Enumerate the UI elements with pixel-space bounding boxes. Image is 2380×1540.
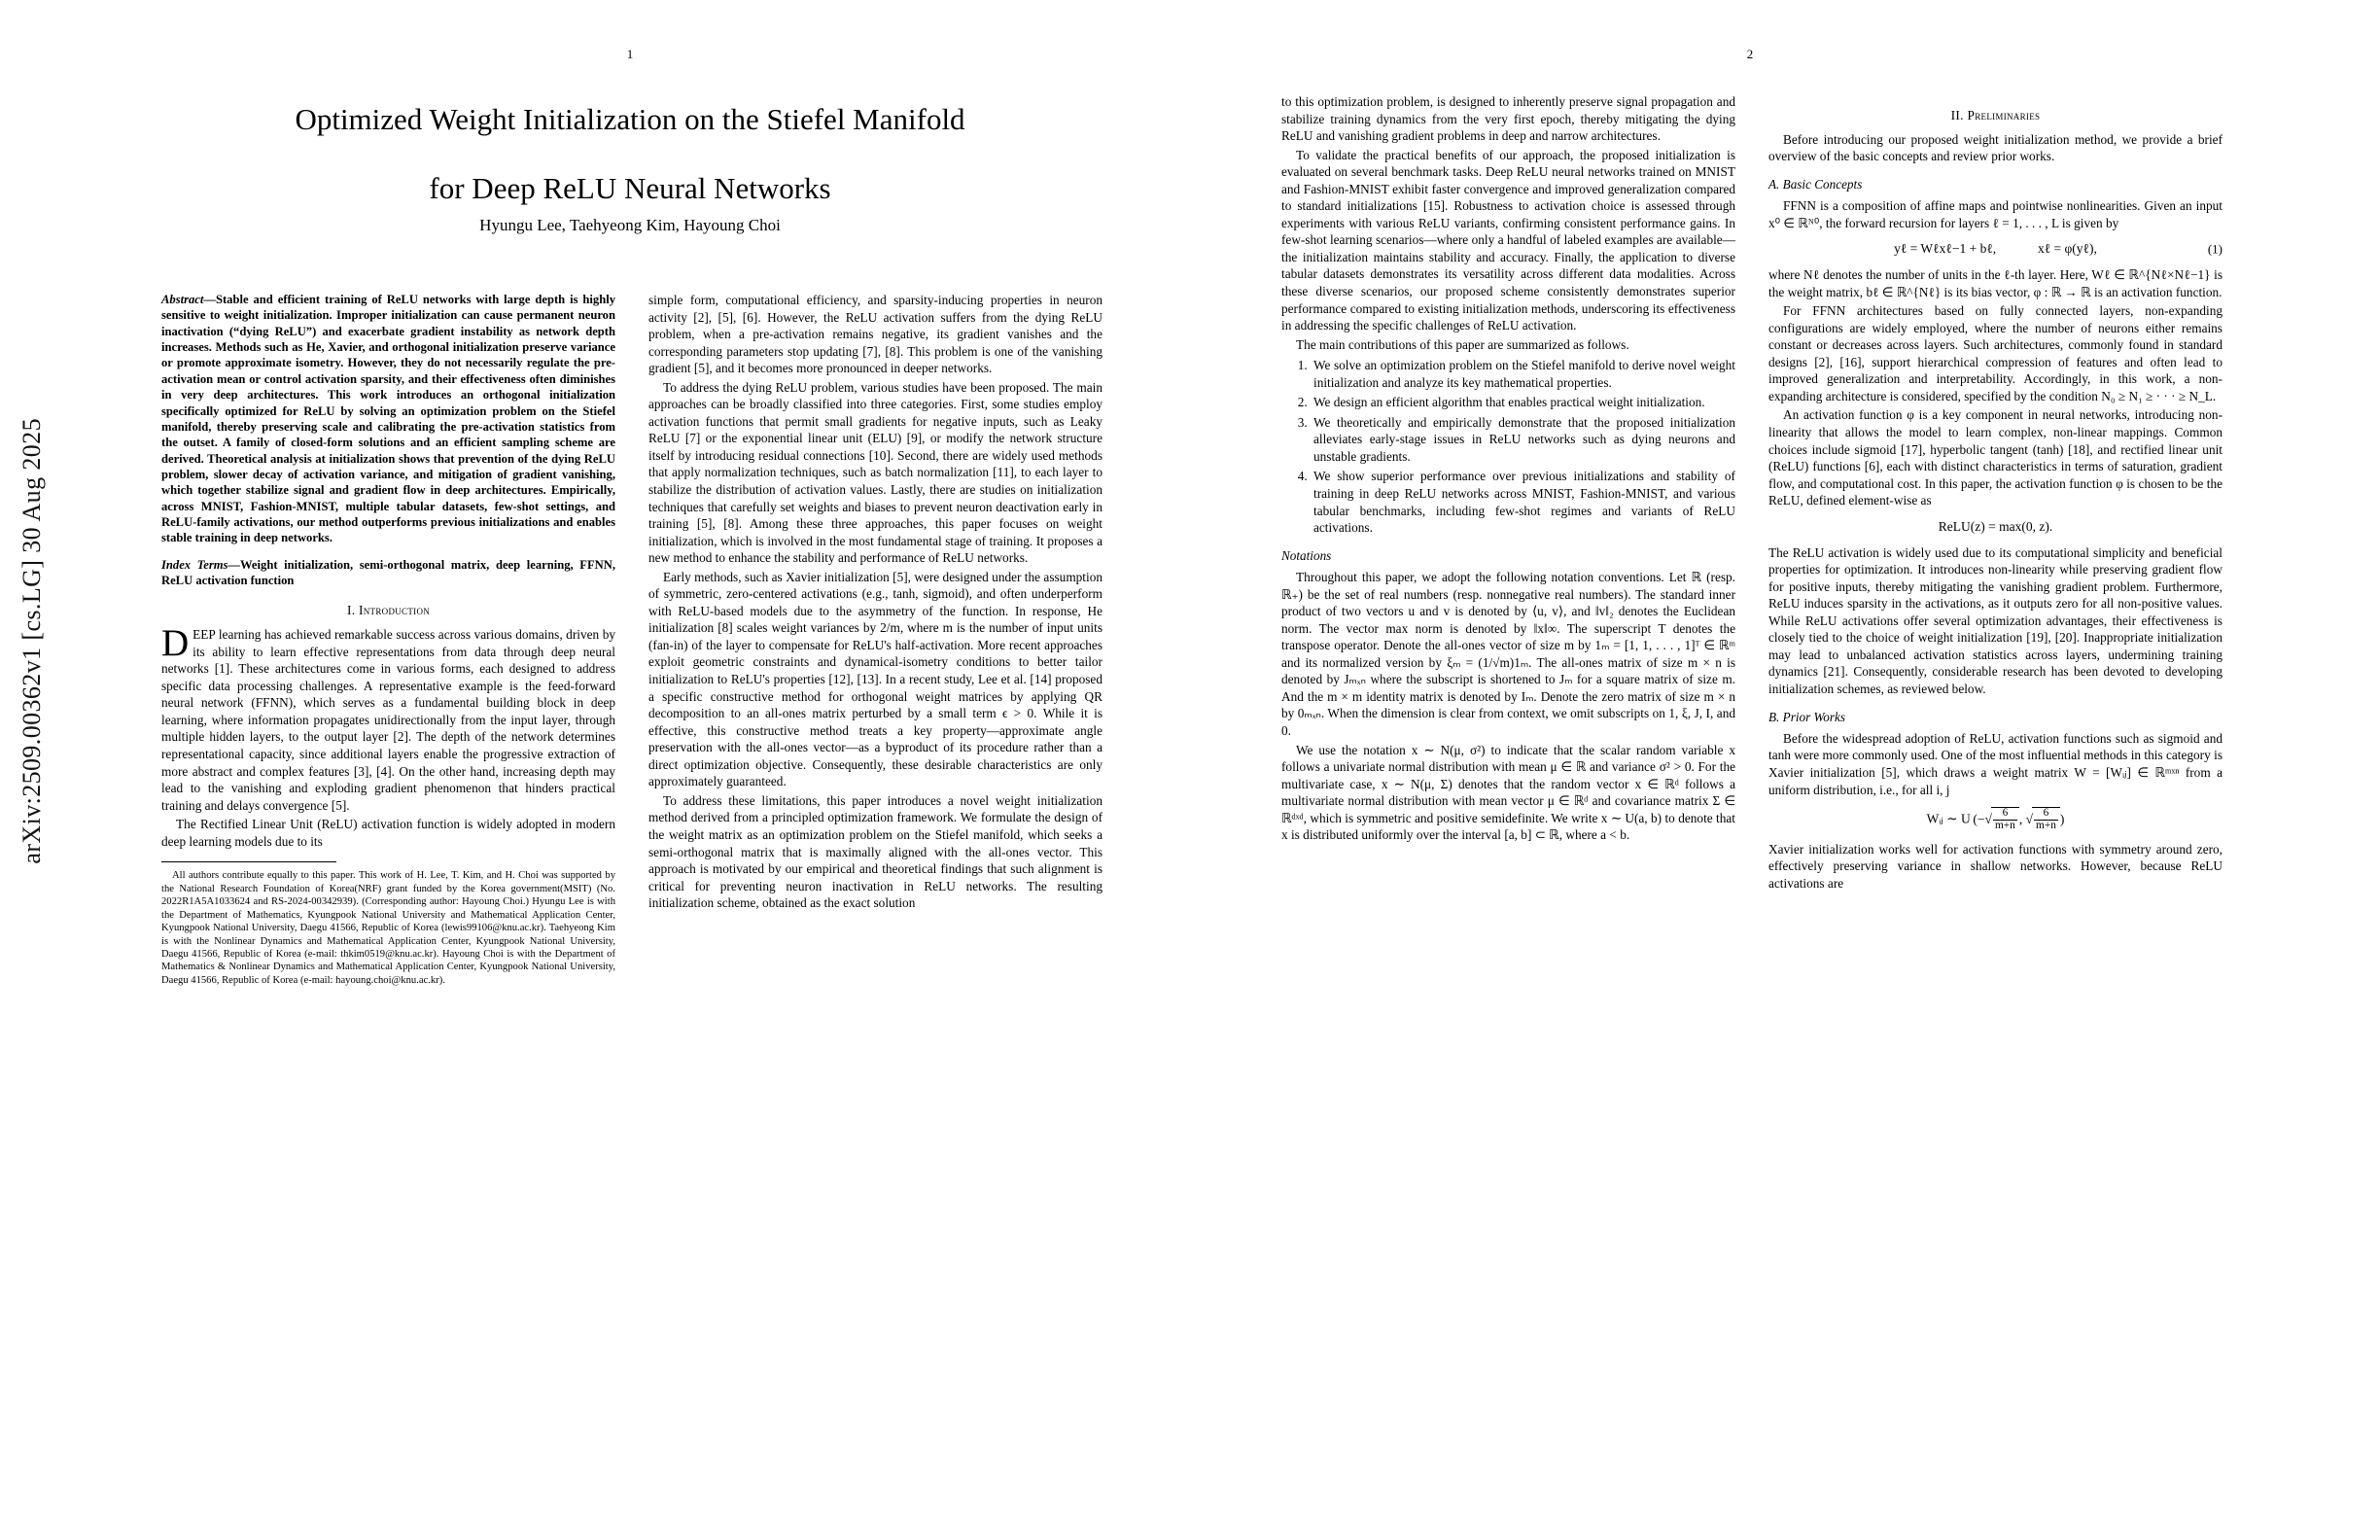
index-terms-lead: Index Terms— <box>161 557 241 572</box>
basic-concepts-paragraph-4: An activation function φ is a key component in neural networks, introducing non-linearity that allows the model to learn complex, non-linear mappings. Common choices include sigmoid [17], hyperbolic tangent (tanh) [18], and rectified linear unit (ReLU) functions [6], each with distinct characteristics in terms of saturation, gradient flow, and computational cost. In this paper, the activation function φ is chosen to be the ReLU, defined element-wise as <box>1768 407 2222 508</box>
abstract-lead: Abstract— <box>161 293 216 306</box>
intro-paragraph-1 <box>161 622 615 814</box>
intro-paragraph-6: To address these limitations, this paper introduces a novel weight initialization method derived from a principled optimization framework. We formulate the design of the weight matrix as an optimization problem on the Stiefel manifold, which seeks a semi-orthogonal matrix that is maximally aligned with the all-ones vector. This approach is motivated by our empirical and theoretical findings that such alignment is critical for preventing neuron inactivation in ReLU networks. The resulting initialization scheme, obtained as the exact solution <box>648 792 1102 911</box>
index-terms-text: Weight initialization, semi-orthogonal matrix, deep learning, FFNN, ReLU activation function <box>161 557 615 588</box>
page-2 <box>1225 0 2275 1540</box>
intro-paragraph-4: To address the dying ReLU problem, various studies have been proposed. The main approaches can be broadly classified into three categories. First, some studies employ activation functions that permit small gradients for negative inputs, such as Leaky ReLU [7] or the exponential linear unit (ELU) [9], or modify the network structure itself by introducing residual connections [10]. Second, there are widely used methods that apply normalization techniques, such as batch normalization [11], to each layer to stabilize the distribution of activation values. Lastly, there are studies on initialization techniques that carefully set weights and biases to prevent neuron deactivation early in training [5], [8]. Among these three approaches, this paper focuses on weight initialization, which is involved in the most fundamental stage of training. It proposes a new method to enhance the stability and performance of ReLU networks. <box>648 379 1102 566</box>
notations-paragraph-2: We use the notation x ∼ N(μ, σ²) to indicate that the scalar random variable x follows a univariate normal distribution with mean μ ∈ ℝ and variance σ² > 0. For the multivariate case, x ∼ N(μ, Σ) denotes that the random vector x ∈ ℝᵈ follows a multivariate normal distribution with mean vector μ ∈ ℝᵈ and covariance matrix Σ ∈ ℝᵈˣᵈ, which is symmetric and positive semidefinite. We write x ∼ U(a, b) to denote that x is distributed uniformly over the interval [a, b] ⊂ ℝ, where a < b. <box>1281 742 1735 843</box>
prior-works-paragraph-2: Xavier initialization works well for activation functions with symmetry around zero, effectively preserving variance in shallow networks. However, because ReLU activations are <box>1768 841 2222 892</box>
subsection-heading-notations: Notations <box>1281 547 1332 563</box>
abstract <box>161 292 615 546</box>
intro-paragraph-9: The main contributions of this paper are summarized as follows. <box>1296 336 1629 352</box>
footnote-divider <box>161 861 336 862</box>
equation-1-right: xℓ = φ(yℓ), <box>2037 241 2097 257</box>
preliminaries-paragraph-1: Before introducing our proposed weight initialization method, we provide a brief overview of the basic concepts and review prior works. <box>1768 131 2222 164</box>
xavier-den-1: m+n <box>1994 820 2015 832</box>
list-item: 4. We show superior performance over previous initializations and stability of training in deep ReLU networks across MNIST, Fashion-MNIST, and various tabular benchmarks, including few-shot regimes and variants of ReLU activations. <box>1311 468 1735 536</box>
intro-paragraph-7: to this optimization problem, is designed to inherently preserve signal propagation and stabilize training dynamics from the very first epoch, thereby mitigating the dying ReLU and vanishing gradient problems in deep and narrow architectures. <box>1281 94 1735 144</box>
page-1-folio: 1 <box>626 47 634 61</box>
page-1-column-1 <box>161 292 615 988</box>
intro-paragraph-3: simple form, computational efficiency, and sparsity-inducing properties in neuron activity [2], [5], [6]. However, the ReLU activation suffers from the dying ReLU problem, when a pre-activation remains negative, its gradient vanishes and the corresponding parameters stop updating [7], [8]. This problem is one of the vanishing gradient [5], and it becomes more pronounced in deeper networks. <box>648 293 1102 376</box>
title-line-1: Optimized Weight Initialization on the Stiefel Manifold <box>295 102 965 136</box>
intro-paragraph-1-text: EEP learning has achieved remarkable success across various domains, driven by its ability to learn effective representations from data through deep neural networks [1]. These architectures come in various forms, each designed to address specific data processing challenges. A representative example is the feed-forward neural network (FFNN), which serves as a fundamental building block in deep learning, where information propagates unidirectionally from the input layer, through multiple hidden layers, to the output layer [2]. The depth of the network determines representational capacity, since additional layers enable the progressive extraction of more abstract and complex features [3], [4]. On the other hand, increasing depth may lead to the vanishing and exploding gradient phenomenon that hinders practical training and delays convergence [5]. <box>161 627 615 813</box>
page-2-folio: 2 <box>1746 47 1754 61</box>
subsection-heading-basic-concepts: A. Basic Concepts <box>1768 176 1863 192</box>
page-1 <box>105 0 1155 1540</box>
intro-paragraph-5: Early methods, such as Xavier initialization [5], were designed under the assumption of symmetric, zero-centered activations (e.g., tanh, sigmoid), and often underperform with ReLU-based models due to the asymmetry of the function. In response, He initialization [8] scales weight variances by 2/m, where m is the number of input units (fan-in) of the layer to compensate for ReLU's half-activation. More recent approaches exploit geometric constraints and dynamical-isometry conditions to better tailor initialization to ReLU's properties [12], [13]. In a recent study, Lee et al. [14] proposed a specific constructive method for orthogonal weight matrices by applying QR decomposition to an all-ones matrix perturbed by a small term ϵ > 0. While it is effective, this constructive method treats a key property—approximate angle preservation with the all-ones vector—as a byproduct of its procedure rather than a direct optimization objective. Consequently, these desirable characteristics are only approximately guaranteed. <box>648 569 1102 789</box>
title-line-2: for Deep ReLU Neural Networks <box>429 170 831 205</box>
intro-paragraph-8: To validate the practical benefits of our approach, the proposed initialization is evaluated on several benchmark tasks. Deep ReLU neural networks trained on MNIST and Fashion-MNIST exhibit faster convergence and improved generalization compared to standard initializations [15]. Robustness to activation choice is assessed through experiments with various ReLU variants, confirming consistent performance gains. In few-shot learning scenarios—where only a handful of labeled examples are available—the initialization maintains stability and accuracy. Finally, the application to diverse tabular datasets demonstrates its versatility across different data modalities. Across these diverse scenarios, our proposed scheme consistently demonstrates superior performance compared to existing initialization methods, underscoring its effectiveness in addressing the specific challenges of ReLU activation. <box>1281 147 1735 333</box>
basic-concepts-paragraph-3: For FFNN architectures based on fully connected layers, non-expanding configurations are widely employed, where the number of neurons either remains constant or decreases across layers. Such architectures, commonly found in standard designs [2], [16], support hierarchical compression of features and often lead to improved generalization and interpretability. Accordingly, in this work, a non-expanding architecture is considered, specified by the condition N₀ ≥ N₁ ≥ · · · ≥ N_L. <box>1768 303 2222 403</box>
basic-concepts-paragraph-5: The ReLU activation is widely used due to its computational simplicity and beneficial properties for optimization. It introduces non-linearity while preserving gradient flow for positive inputs, thereby mitigating the vanishing gradient problem. Furthermore, ReLU induces sparsity in the activations, as it outputs zero for all non-positive values. While ReLU activations offer several optimization advantages, their effectiveness is closely tied to the choice of weight initialization [19], [20]. Inappropriate initialization may lead to unbalanced activation statistics across layers, undermining training dynamics [21]. Consequently, considerable research has been devoted to developing initialization schemes, as reviewed below. <box>1768 544 2222 696</box>
page-2-column-1 <box>1281 93 1735 894</box>
equation-1-left: yℓ = Wℓxℓ−1 + bℓ, <box>1894 241 1997 257</box>
footnote-block <box>161 869 615 987</box>
equation-1 <box>1768 240 2222 258</box>
xavier-num-1: 6 <box>1993 808 2017 821</box>
equation-xavier <box>1768 807 2222 832</box>
index-terms <box>161 557 615 589</box>
page-1-column-2 <box>648 292 1102 988</box>
section-heading-introduction: I. Introduction <box>346 603 431 618</box>
author-list: Hyungu Lee, Taehyeong Kim, Hayoung Choi <box>479 216 781 234</box>
section-heading-preliminaries: II. Preliminaries <box>1950 108 2041 122</box>
equation-relu-body: ReLU(z) = max(0, z). <box>1938 518 2053 534</box>
subsection-heading-prior-works: B. Prior Works <box>1768 709 1846 724</box>
contributions-list <box>1281 357 1735 536</box>
xavier-num-2: 6 <box>2034 808 2058 821</box>
page-1-columns <box>161 292 1102 988</box>
list-item: 3. We theoretically and empirically demonstrate that the proposed initialization alleviates early-stage issues in ReLU networks such as dying neurons and unstable gradients. <box>1311 414 1735 466</box>
equation-xavier-prefix: Wᵢⱼ ∼ U <box>1926 811 1971 826</box>
list-item: 2. We design an efficient algorithm that enables practical weight initialization. <box>1311 394 1735 411</box>
basic-concepts-paragraph-2: where Nℓ denotes the number of units in the ℓ-th layer. Here, Wℓ ∈ ℝ^{Nℓ×Nℓ−1} is the weight matrix, bℓ ∈ ℝ^{Nℓ} is its bias vector, φ : ℝ → ℝ is an activation function. <box>1768 267 2222 299</box>
page-2-columns <box>1281 93 2222 894</box>
arxiv-stamp: arXiv:2509.00362v1 [cs.LG] 30 Aug 2025 <box>18 418 46 864</box>
prior-works-paragraph-1: Before the widespread adoption of ReLU, activation functions such as sigmoid and tanh were more commonly used. One of the most influential methods in this category is Xavier initialization [5], which draws a weight matrix W = [Wᵢⱼ] ∈ ℝᵐˣⁿ from a uniform distribution, i.e., for all i, j <box>1768 730 2222 797</box>
intro-paragraph-2: The Rectified Linear Unit (ReLU) activation function is widely adopted in modern deep learning models due to its <box>161 817 615 849</box>
xavier-den-2: m+n <box>2036 820 2056 832</box>
drop-cap: D <box>161 622 190 665</box>
notations-paragraph-1: Throughout this paper, we adopt the following notation conventions. Let ℝ (resp. ℝ₊) be the set of real numbers (resp. nonnegative real numbers). The standard inner product of two vectors u and v is denoted by ⟨u, v⟩, and ‖v‖₂ denotes the Euclidean norm. The vector max norm is denoted by ‖x‖∞. The superscript T denotes the transpose operator. Denote the all-ones vector of size m by 1ₘ = [1, 1, . . . , 1]ᵀ ∈ ℝᵐ and its normalized version by ξₘ = (1/√m)1ₘ. The all-ones matrix of size m × n is denoted by Jₘₓₙ where the subscript is shortened to Jₘ for a square matrix of size m. And the m × m identity matrix is denoted by Iₘ. Denote the zero matrix of size m × n by 0ₘₓₙ. When the dimension is clear from context, we omit subscripts on 1, ξ, J, I, and 0. <box>1281 570 1735 739</box>
equation-xavier-body: (−√ $\frac{6}{m+n}$ , √ $\frac{6}{m+n}$ ) <box>1970 807 2065 832</box>
equation-relu <box>1768 518 2222 536</box>
list-item: 1. We solve an optimization problem on the Stiefel manifold to derive novel weight initialization and analyze its key mathematical properties. <box>1311 357 1735 391</box>
page-2-column-2 <box>1768 93 2222 894</box>
page-title <box>163 97 1097 211</box>
basic-concepts-paragraph-1: FFNN is a composition of affine maps and pointwise nonlinearities. Given an input x⁰ ∈ ℝᴺ⁰, the forward recursion for layers ℓ = 1, . . . , L is given by <box>1768 198 2222 230</box>
footnote-text: All authors contribute equally to this paper. This work of H. Lee, T. Kim, and H. Choi was supported by the National Research Foundation of Korea(NRF) grant funded by the Korea government(MSIT) (No. 2022R1A5A1033624 and RS-2024-00342939). (Corresponding author: Hayoung Choi.) Hyungu Lee is with the Department of Mathematics, Kyungpook National University and Mathematical Application Center, Kyungpook National University, Daegu 41566, Republic of Korea (lewis99106@knu.ac.kr). Taehyeong Kim is with the Nonlinear Dynamics and Mathematical Application Center, Kyungpook National University, Daegu 41566, Republic of Korea (e-mail: thkim0519@knu.ac.kr). Hayoung Choi is with the Department of Mathematics & Nonlinear Dynamics and Mathematical Application Center, Kyungpook National University, Daegu 41566, Republic of Korea (e-mail: hayoung.choi@knu.ac.kr). <box>161 870 615 986</box>
equation-1-number: (1) <box>2207 241 2222 257</box>
abstract-text: Stable and efficient training of ReLU networks with large depth is highly sensitive to weight initialization. Improper initialization can cause permanent neuron inactivation (“dying ReLU”) and exacerbate gradient instability as network depth increases. Methods such as He, Xavier, and orthogonal initialization preserve variance or promote approximate isometry. However, they do not necessarily regulate the pre-activation mean or control activation sparsity, and their effectiveness often diminishes in very deep architectures. This work introduces an orthogonal initialization specifically optimized for ReLU by solving an optimization problem on the Stiefel manifold, thereby preserving scale and calibrating the pre-activation statistics from the outset. A family of closed-form solutions and an efficient sampling scheme are derived. Theoretical analysis at initialization shows that prevention of the dying ReLU problem, slower decay of activation variance, and mitigation of gradient vanishing, which together stabilize signal and gradient flow in deep architectures. Empirically, across MNIST, Fashion-MNIST, multiple tabular datasets, few-shot settings, and ReLU-family activations, our method outperforms previous initializations and enables stable training in deep networks. <box>161 293 615 545</box>
